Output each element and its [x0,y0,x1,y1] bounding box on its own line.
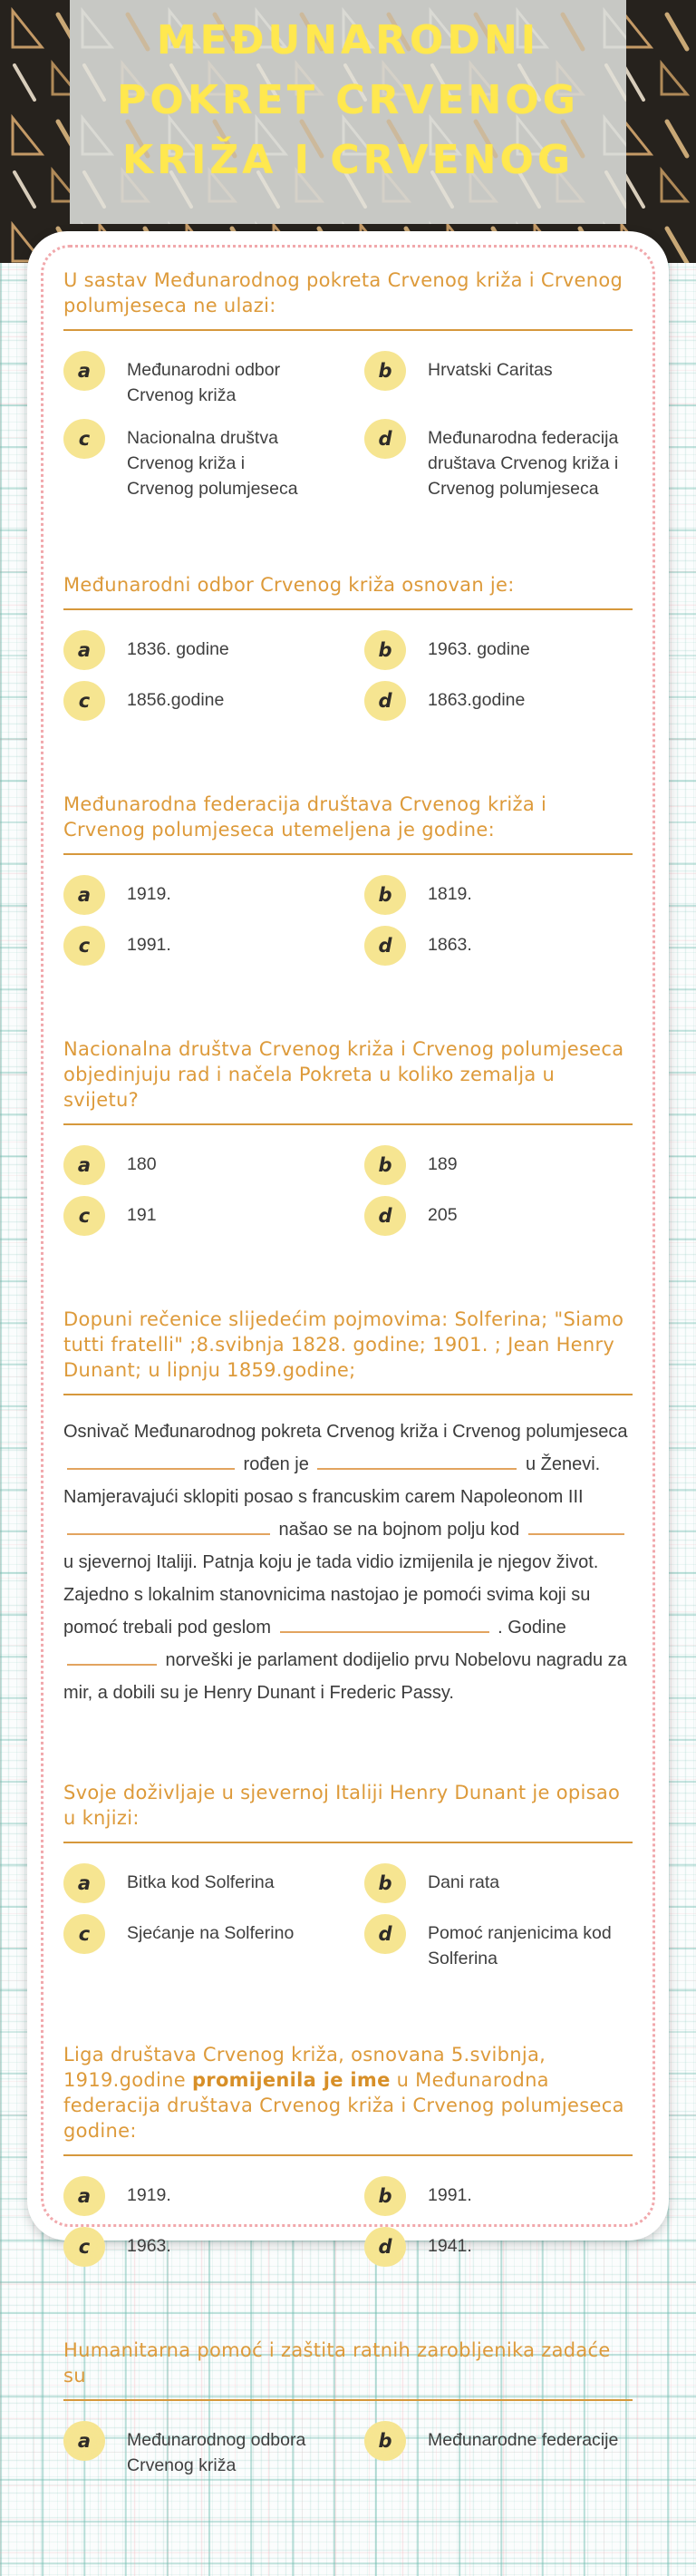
option-a[interactable] [63,2176,355,2216]
question-block [63,2042,633,2267]
prompt-text: Dopuni rečenice slijedećim pojmovima: Solferina; "Siamo tutti fratelli" ;8.svibnja 1828. godine; 1901. ; Jean Henry Dunant; u lipnju 1859.godine; [63,1308,624,1381]
option-a[interactable] [63,875,355,915]
option-label: Međunarodni odbor Crvenog križa [127,360,281,405]
option-label: 1991. [127,935,171,955]
option-letter-circle: a [63,630,105,670]
options-grid [63,1145,633,1236]
option-label: 1819. [428,884,472,904]
question-prompt [63,267,633,318]
option-label: Nacionalna društva Crvenog križa i Crvenog polumjeseca [127,428,298,499]
option-a[interactable] [63,351,355,408]
option-label: Dani rata [428,1872,500,1892]
fill-in-blank[interactable] [67,1515,270,1535]
option-letter-circle: d [364,1914,406,1954]
title-banner [70,0,626,224]
option-label: 1991. [428,2185,472,2205]
option-label: Međunarodnog odbora Crvenog križa [127,2430,306,2475]
prompt-underline [63,1394,633,1395]
prompt-underline [63,1123,633,1125]
option-b[interactable] [364,1863,633,1903]
option-letter-circle: b [364,2421,406,2461]
question-block [63,572,633,721]
option-label: Bitka kod Solferina [127,1872,275,1892]
title-line: MEĐUNARODNI [156,17,540,63]
option-c[interactable] [63,926,355,966]
paragraph-text: Osnivač Međunarodnog pokreta Crvenog križa i Crvenog polumjeseca [63,1422,628,1442]
option-b[interactable] [364,351,633,408]
option-label: 1963. godine [428,639,530,659]
option-letter-circle: c [63,2227,105,2267]
paragraph-text: u Ženevi. Namjeravajući sklopiti posao s francuskim carem Napoleonom III [63,1454,601,1507]
fill-in-blank[interactable] [528,1515,624,1535]
prompt-text: Međunarodna federacija društava Crvenog križa i Crvenog polumjeseca utemeljena je godine: [63,793,547,841]
option-b[interactable] [364,2421,633,2478]
question-block [63,267,633,501]
fill-in-blank[interactable] [317,1450,517,1470]
option-c[interactable] [63,1196,355,1236]
option-a[interactable] [63,2421,355,2478]
question-block [63,792,633,966]
option-a[interactable] [63,1145,355,1185]
worksheet-title [70,0,626,190]
question-prompt [63,2042,633,2143]
question-block [63,1036,633,1236]
option-b[interactable] [364,2176,633,2216]
prompt-text: Međunarodni odbor Crvenog križa osnovan je: [63,574,515,596]
options-grid [63,630,633,721]
option-letter-circle: c [63,681,105,721]
option-b[interactable] [364,1145,633,1185]
title-line: POKRET CRVENOG [117,77,579,123]
prompt-underline [63,2154,633,2156]
prompt-underline [63,329,633,331]
options-grid [63,1863,633,1971]
option-label: 1863. [428,935,472,955]
prompt-text: u Međunarodna federacija društava Crvenog križa i Crvenog polumjeseca godine: [63,2069,624,2142]
paragraph-text: norveški je parlament dodijelio prvu Nobelovu nagradu za mir, a dobili su je Henry Dunant i Frederic Passy. [63,1650,627,1703]
question-prompt [63,572,633,598]
option-d[interactable] [364,1196,633,1236]
option-c[interactable] [63,681,355,721]
prompt-text: Humanitarna pomoć i zaštita ratnih zarobljenika zadaće su [63,2339,611,2386]
prompt-underline [63,853,633,855]
option-label: 1856.godine [127,690,225,710]
option-letter-circle: d [364,1196,406,1236]
option-letter-circle: d [364,2227,406,2267]
option-label: 1919. [127,884,171,904]
header-pattern-band [0,0,696,263]
prompt-underline [63,2399,633,2401]
option-letter-circle: a [63,1863,105,1903]
question-prompt [63,1307,633,1383]
option-letter-circle: b [364,2176,406,2216]
option-label: Pomoć ranjenicima kod Solferina [428,1923,612,1968]
option-c[interactable] [63,1914,355,1971]
option-label: Sjećanje na Solferino [127,1923,295,1943]
option-letter-circle: d [364,681,406,721]
option-letter-circle: c [63,419,105,459]
option-letter-circle: a [63,875,105,915]
question-block [63,1307,633,1709]
paragraph-text: u sjevernoj Italiji. Patnja koju je tada vidio izmijenila je njegov život. Zajedno s lokalnim stanovnicima nastojao je pomoći svima koji su pomoć trebali pod geslom [63,1552,599,1638]
prompt-underline [63,608,633,610]
option-letter-circle: c [63,1914,105,1954]
fill-in-paragraph [63,1415,633,1709]
fill-in-blank[interactable] [280,1613,489,1633]
option-letter-circle: b [364,1145,406,1185]
option-label: 191 [127,1205,157,1225]
question-block [63,1780,633,1971]
prompt-text: Nacionalna društva Crvenog križa i Crvenog polumjeseca objedinjuju rad i načela Pokreta u koliko zemalja u svijetu? [63,1038,624,1111]
prompt-underline [63,1842,633,1843]
option-label: 1863.godine [428,690,526,710]
paragraph-text: . Godine [492,1618,566,1638]
fill-in-blank[interactable] [67,1646,157,1666]
option-b[interactable] [364,875,633,915]
question-block [63,2338,633,2478]
option-label: 189 [428,1154,458,1174]
option-letter-circle: a [63,2421,105,2461]
option-letter-circle: d [364,419,406,459]
prompt-text: promijenila je ime [191,2069,391,2091]
question-prompt [63,792,633,842]
option-a[interactable] [63,1863,355,1903]
option-label: 1963. [127,2236,171,2256]
fill-in-blank[interactable] [67,1450,235,1470]
option-letter-circle: b [364,1863,406,1903]
option-label: 180 [127,1154,157,1174]
paragraph-text: našao se na bojnom polju kod [274,1520,525,1540]
paragraph-text: rođen je [238,1454,314,1474]
question-prompt [63,1036,633,1113]
option-label: 1836. godine [127,639,229,659]
option-c[interactable] [63,2227,355,2267]
option-letter-circle: a [63,351,105,391]
option-label: 1919. [127,2185,171,2205]
option-d[interactable] [364,419,633,501]
option-letter-circle: d [364,926,406,966]
question-prompt [63,2338,633,2388]
options-grid [63,875,633,966]
option-letter-circle: c [63,1196,105,1236]
option-letter-circle: c [63,926,105,966]
option-a[interactable] [63,630,355,670]
option-d[interactable] [364,1914,633,1971]
option-letter-circle: b [364,875,406,915]
option-b[interactable] [364,630,633,670]
option-label: Hrvatski Caritas [428,360,553,380]
option-label: Međunarodna federacija društava Crvenog križa i Crvenog polumjeseca [428,428,619,499]
option-letter-circle: b [364,351,406,391]
option-letter-circle: a [63,2176,105,2216]
options-grid [63,2421,633,2478]
option-label: 205 [428,1205,458,1225]
option-label: 1941. [428,2236,472,2256]
option-c[interactable] [63,419,355,501]
worksheet-card [27,231,669,2475]
option-d[interactable] [364,926,633,966]
option-d[interactable] [364,2227,633,2267]
prompt-text: Svoje doživljaje u sjevernoj Italiji Henry Dunant je opisao u knjizi: [63,1782,621,1829]
option-letter-circle: b [364,630,406,670]
options-grid [63,2176,633,2267]
option-label: Međunarodne federacije [428,2430,619,2450]
option-letter-circle: a [63,1145,105,1185]
options-grid [63,351,633,501]
question-prompt [63,1780,633,1831]
prompt-text: U sastav Međunarodnog pokreta Crvenog križa i Crvenog polumjeseca ne ulazi: [63,269,624,316]
questions-container [27,231,669,2576]
title-line: KRIŽA I CRVENOG [122,137,574,183]
option-d[interactable] [364,681,633,721]
prompt-text: Liga društava Crvenog križa, osnovana 5.svibnja, 1919.godine [63,2044,546,2091]
